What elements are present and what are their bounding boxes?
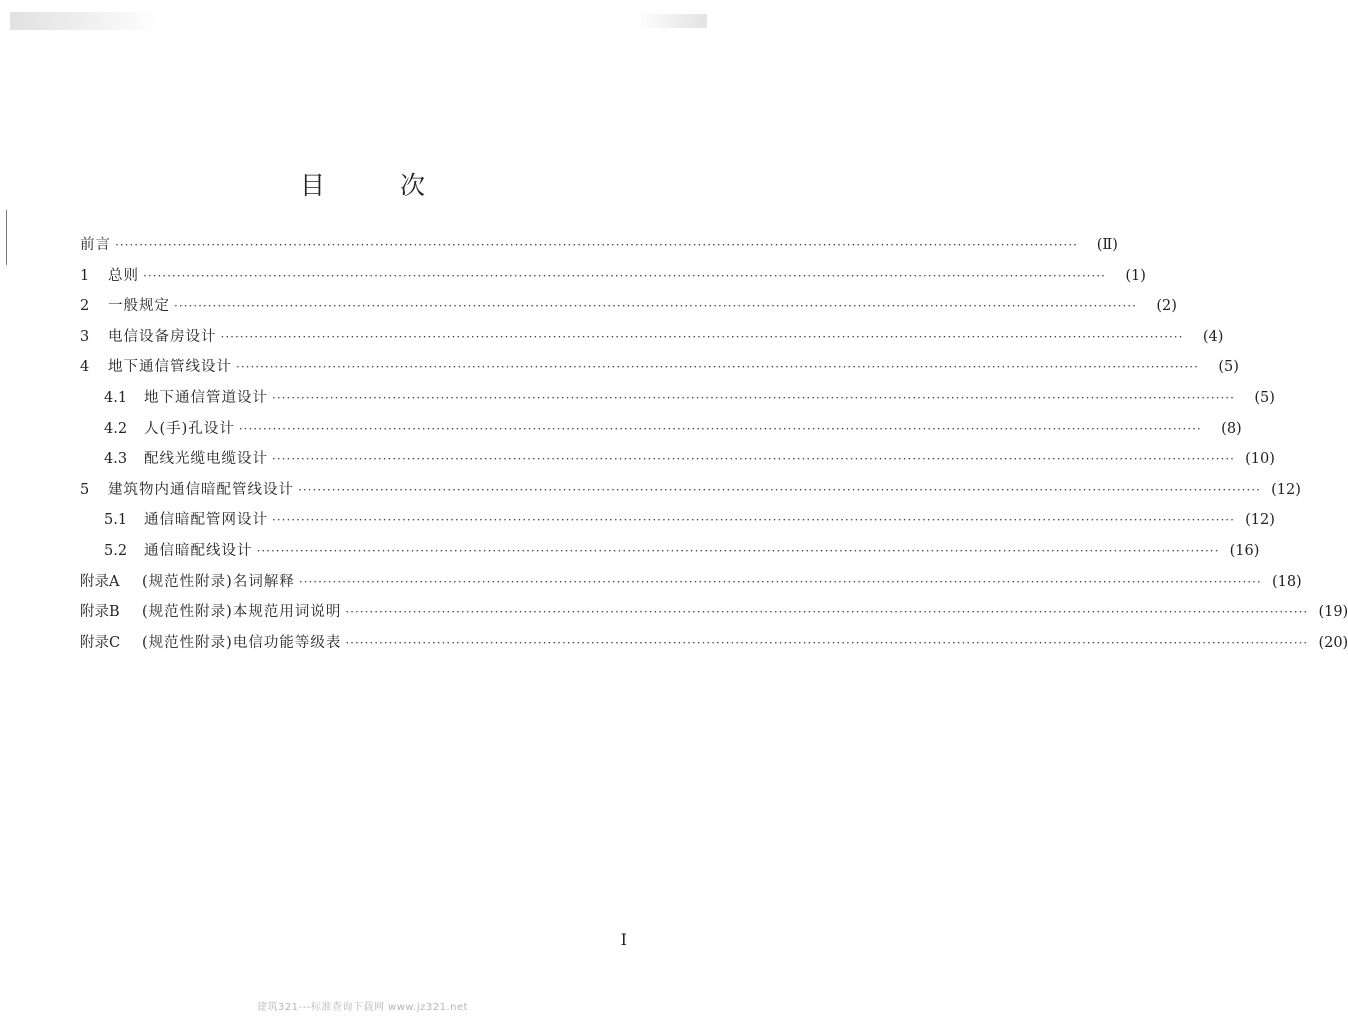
toc-leader-dots: ········································································································································································································ bbox=[345, 605, 1309, 620]
toc-entry-page: (8) bbox=[1221, 420, 1242, 437]
toc-entry bbox=[80, 536, 1260, 567]
toc-entry-number: 2 bbox=[80, 298, 90, 315]
toc-entry-number: 3 bbox=[80, 328, 90, 345]
toc-entry-page: (18) bbox=[1271, 573, 1302, 590]
toc-entry-title: 地下通信管道设计 bbox=[144, 389, 268, 406]
toc-entry-number: 附录A bbox=[80, 573, 120, 590]
toc-entry bbox=[80, 383, 1275, 414]
toc-entry-title: (规范性附录)本规范用词说明 bbox=[142, 604, 342, 621]
toc-entry-page: (2) bbox=[1156, 298, 1177, 315]
toc-leader-dots: ········································································································································································································ bbox=[220, 329, 1184, 344]
toc-entry-page: (4) bbox=[1202, 328, 1224, 345]
toc-entry-title: 一般规定 bbox=[108, 298, 170, 315]
toc-entry-title: 通信暗配线设计 bbox=[144, 542, 253, 559]
toc-entry-number: 4.1 bbox=[104, 389, 128, 406]
toc-entry bbox=[80, 352, 1239, 383]
toc-entry-page: (20) bbox=[1318, 634, 1348, 651]
toc-leader-dots: ········································································································································································································ bbox=[236, 360, 1199, 375]
toc-leader-dots: ········································································································································································································ bbox=[174, 299, 1137, 314]
toc-entry-title: (规范性附录)名词解释 bbox=[142, 573, 295, 590]
toc-leader-dots: ········································································································································································································ bbox=[238, 421, 1202, 436]
toc-entry-page: (12) bbox=[1245, 512, 1275, 529]
toc-entry-title: 建筑物内通信暗配管线设计 bbox=[108, 481, 294, 498]
toc-entry bbox=[80, 414, 1242, 445]
toc-entry-title: 人(手)孔设计 bbox=[144, 420, 235, 437]
toc-leader-dots: ········································································································································································································ bbox=[345, 635, 1309, 650]
toc-entry-title: 电信设备房设计 bbox=[108, 328, 217, 345]
scan-artifact-top-left bbox=[10, 12, 160, 30]
toc-leader-dots: ········································································································································································································ bbox=[272, 513, 1235, 528]
table-of-contents bbox=[80, 230, 1348, 658]
toc-leader-dots: ········································································································································································································ bbox=[256, 543, 1220, 558]
scan-artifact-left-mark bbox=[6, 210, 7, 265]
toc-entry bbox=[80, 291, 1177, 322]
toc-entry-page: (1) bbox=[1125, 267, 1146, 284]
toc-entry-title: (规范性附录)电信功能等级表 bbox=[142, 634, 342, 651]
scan-artifact-top-right bbox=[637, 14, 707, 28]
toc-entry bbox=[80, 628, 1348, 659]
toc-entry-title: 前言 bbox=[80, 237, 111, 253]
toc-entry-number: 4 bbox=[80, 359, 90, 376]
title-char-2: 次 bbox=[400, 171, 426, 200]
toc-entry-number: 5.1 bbox=[104, 512, 128, 529]
toc-entry bbox=[80, 567, 1302, 598]
toc-entry-number: 5.2 bbox=[104, 542, 128, 559]
page-number: I bbox=[620, 930, 627, 949]
toc-entry-page: (19) bbox=[1318, 604, 1348, 621]
toc-entry-page: (5) bbox=[1218, 359, 1239, 376]
toc-entry-title: 通信暗配管网设计 bbox=[144, 512, 268, 529]
footer-watermark: 建筑321---标准查询下载网 www.jz321.net bbox=[256, 1002, 469, 1013]
toc-leader-dots: ········································································································································································································ bbox=[298, 574, 1262, 589]
toc-entry bbox=[80, 505, 1275, 536]
toc-entry bbox=[80, 230, 1118, 261]
toc-entry bbox=[80, 261, 1146, 292]
title-char-1: 目 bbox=[300, 171, 326, 200]
toc-entry bbox=[80, 475, 1301, 506]
toc-entry-page: (16) bbox=[1229, 542, 1260, 559]
toc-entry-number: 5 bbox=[80, 481, 90, 498]
toc-entry-page: (5) bbox=[1254, 389, 1275, 406]
toc-entry bbox=[80, 597, 1348, 628]
toc-entry-title: 地下通信管线设计 bbox=[108, 359, 232, 376]
toc-entry-page: (Ⅱ) bbox=[1096, 237, 1118, 253]
toc-entry-number: 1 bbox=[80, 267, 90, 284]
toc-entry-number: 4.2 bbox=[104, 420, 128, 437]
toc-entry bbox=[80, 322, 1224, 353]
toc-entry-page: (10) bbox=[1245, 451, 1275, 468]
toc-entry-number: 附录B bbox=[80, 604, 120, 621]
toc-leader-dots: ········································································································································································································ bbox=[272, 452, 1235, 467]
toc-entry bbox=[80, 444, 1275, 475]
toc-leader-dots: ········································································································································································································ bbox=[115, 238, 1078, 252]
toc-entry-page: (12) bbox=[1271, 481, 1301, 498]
toc-entry-title: 配线光缆电缆设计 bbox=[144, 451, 268, 468]
toc-leader-dots: ········································································································································································································ bbox=[298, 482, 1261, 497]
toc-leader-dots: ········································································································································································································ bbox=[143, 268, 1106, 283]
toc-entry-number: 4.3 bbox=[104, 451, 128, 468]
toc-entry-number: 附录C bbox=[80, 634, 121, 651]
toc-entry-title: 总则 bbox=[108, 267, 139, 284]
toc-leader-dots: ········································································································································································································ bbox=[272, 390, 1235, 405]
page-title bbox=[0, 166, 725, 202]
